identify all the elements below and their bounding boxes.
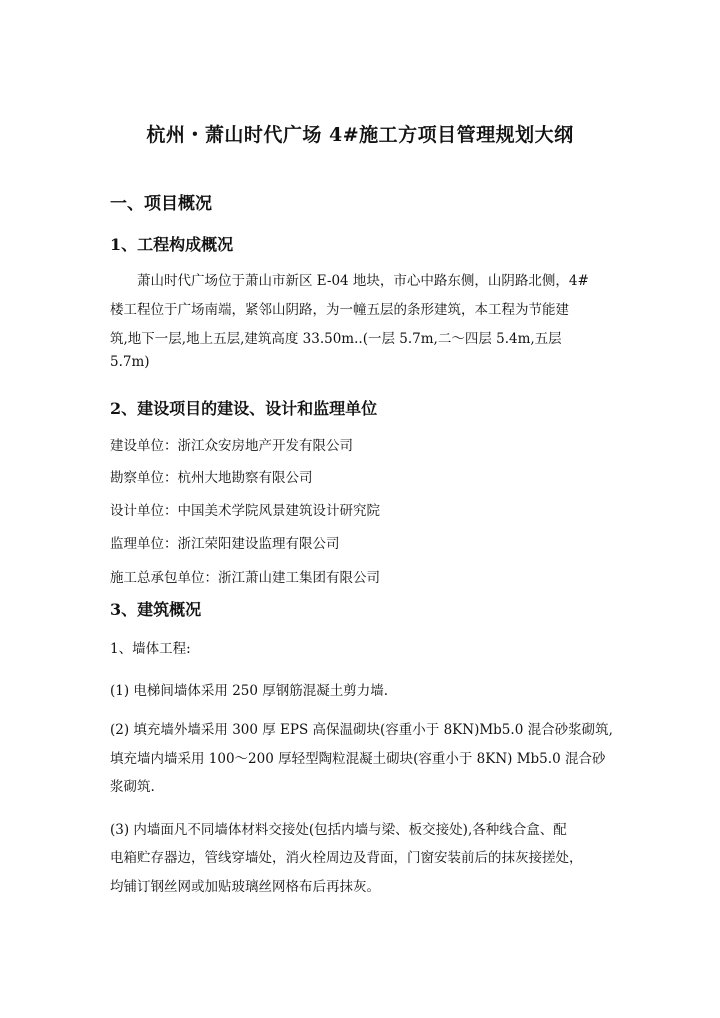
- overview-paragraph-line: 筑,地下一层,地上五层,建筑高度 33.50m..(一层 5.7m,二～四层 5.4m,五层: [110, 331, 562, 347]
- wall-item-3-line: 均铺订钢丝网或加贴玻璃丝网格布后再抹灰。: [110, 879, 380, 895]
- overview-paragraph-line: 5.7m): [110, 354, 150, 370]
- document-title: 杭州・萧山时代广场 4#施工方项目管理规划大纲: [146, 124, 574, 146]
- wall-item-2-line: 填充墙内墙采用 100～200 厚轻型陶粒混凝土砌块(容重小于 8KN) Mb5.0 混合砂: [110, 751, 606, 767]
- subsection-heading-composition: 1、工程构成概况: [110, 235, 234, 254]
- design-unit-line: 设计单位：中国美术学院风景建筑设计研究院: [110, 503, 380, 519]
- supervision-unit-line: 监理单位：浙江荣阳建设监理有限公司: [110, 536, 340, 552]
- subsection-heading-parties: 2、建设项目的建设、设计和监理单位: [110, 399, 378, 418]
- subsection-heading-building: 3、建筑概况: [110, 600, 202, 619]
- wall-item-2-line: (2) 填充墙外墙采用 300 厚 EPS 高保温砌块(容重小于 8KN)Mb5.0 混合砂浆砌筑,: [110, 722, 613, 738]
- overview-paragraph-line: 楼工程位于广场南端，紧邻山阴路，为一幢五层的条形建筑，本工程为节能建: [110, 302, 569, 318]
- wall-item-3-line: (3) 内墙面凡不同墙体材料交接处(包括内墙与梁、板交接处),各种线合盒、配: [110, 822, 567, 838]
- construction-unit-line: 建设单位：浙江众安房地产开发有限公司: [110, 438, 353, 454]
- wall-item-3-line: 电箱贮存器边，管线穿墙处，消火栓周边及背面，门窗安装前后的抹灰接搓处，: [110, 850, 583, 866]
- wall-item-1: (1) 电梯间墙体采用 250 厚钢筋混凝土剪力墙.: [110, 683, 389, 699]
- overview-paragraph-line: 萧山时代广场位于萧山市新区 E-04 地块，市心中路东侧，山阴路北侧，4#: [110, 273, 589, 289]
- wall-works-heading: 1、墙体工程:: [110, 641, 191, 657]
- general-contractor-line: 施工总承包单位：浙江萧山建工集团有限公司: [110, 570, 380, 586]
- survey-unit-line: 勘察单位：杭州大地勘察有限公司: [110, 470, 313, 486]
- section-heading-project-overview: 一、项目概况: [110, 194, 212, 214]
- wall-item-2-line: 浆砌筑.: [110, 779, 155, 795]
